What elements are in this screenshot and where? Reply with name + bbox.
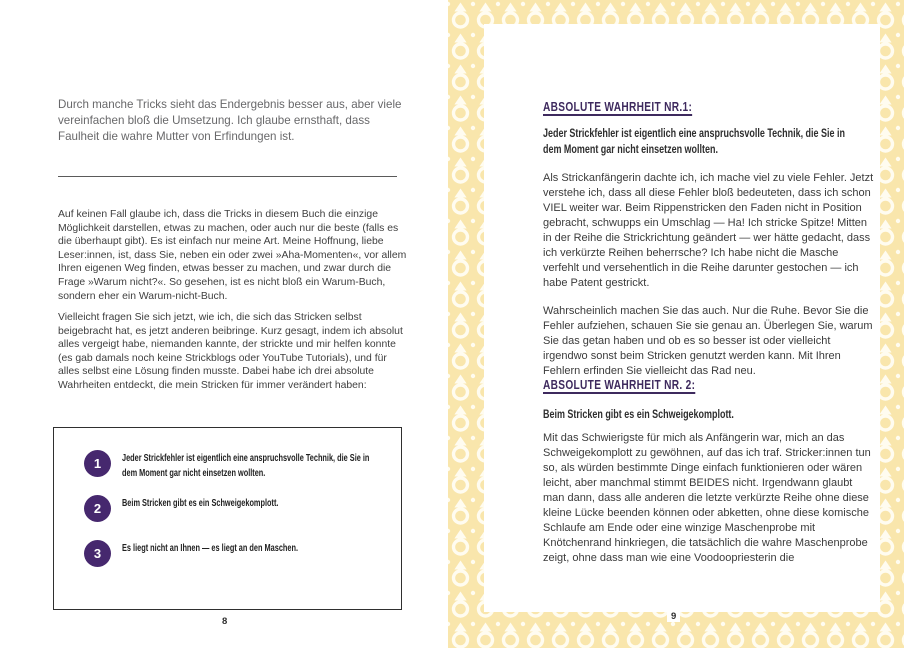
section-subtitle-1: Jeder Strickfehler ist eigentlich eine anspruchsvolle Technik, die Sie in dem Moment gar nicht einsetzen wollten. (543, 128, 845, 156)
intro-quote: Durch manche Tricks sieht das Endergebnis besser aus, aber viele vereinfachen bloß die Umsetzung. Ich glaube ernsthaft, dass Faulheit die wahre Mutter von Erfindungen ist. (58, 98, 402, 143)
body-paragraph-2: Vielleicht fragen Sie sich jetzt, wie ich, die sich das Stricken selbst beigebracht hat, es jetzt anderen beibringe. Kurz gesagt, indem ich absolut alles vergeigt habe, niemanden kannte, der strickte und mir helfen konnte (es gab damals noch keine Strickblogs oder YouTube Tutorials), und für alles selbst eine Lösung finden musste. Dabei habe ich drei absolute Wahrheiten entdeckt, die mein Stricken für immer verändert haben: (58, 312, 403, 391)
truth-item-label: Jeder Strickfehler ist eigentlich eine anspruchsvolle Technik, die Sie in dem Moment gar nicht einsetzen wollten. (122, 452, 370, 479)
page-number-right: 9 (667, 611, 680, 622)
right-page (448, 0, 904, 648)
section1-paragraph-1: Als Strickanfängerin dachte ich, ich mache viel zu viele Fehler. Jetzt verstehe ich, dass all diese Fehler bloß bedeuteten, dass ich schon VIEL weiter war. Beim Rippenstricken den Faden nicht in Position gebracht, schwupps ein Umschlag — Ha! Ich stricke Spitze! Mitten in der Reihe die Strickrichtung geändert — wer hätte gedacht, dass ich verkürzte Reihen beherrsche? Ich habe nicht die Masche verfehlt und versehentlich in die Reihe darunter gestochen — ich habe Patent gestrickt. (543, 172, 874, 289)
body-paragraph-1: Auf keinen Fall glaube ich, dass die Tricks in diesem Buch die einzige Möglichkeit darstellen, etwas zu machen, oder auch nur die beste (falls es die überhaupt gibt). Es ist einfach nur meine Art. Meine Hoffnung, liebe Leser:innen, ist, dass Sie, neben ein oder zwei »Aha-Momenten«, vor allem Ihren eigenen Weg finden, etwas besser zu machen, und zwar durch die Frage »Warum nicht?«. So gesehen, ist es nicht bloß ein Warum-Buch, sondern eher ein Warum-nicht-Buch. (58, 209, 407, 302)
divider-rule (58, 176, 397, 177)
section1-paragraph-2: Wahrscheinlich machen Sie das auch. Nur die Ruhe. Bevor Sie die Fehler aufziehen, schauen Sie sie genau an. Überlegen Sie, warum Sie das getan haben und ob es so besser ist oder vielleicht irgendwo sonst beim Stricken genutzt werden kann. Mit Ihren Fehlern erfinden Sie vielleicht das Rad neu. (543, 305, 873, 377)
section-heading-1: ABSOLUTE WAHRHEIT NR.1: (543, 99, 693, 114)
number-badge-1-icon: 1 (84, 450, 111, 477)
section-heading-2: ABSOLUTE WAHRHEIT NR. 2: (543, 377, 696, 392)
left-page (0, 0, 448, 648)
truths-box (53, 427, 402, 610)
number-badge-3-icon: 3 (84, 540, 111, 567)
truth-item-1 (84, 450, 482, 480)
section2-paragraph-1: Mit das Schwierigste für mich als Anfängerin war, mich an das Schweigekomplott zu gewöhnen, auf das ich traf. Stricker:innen tun so, als würden bestimmte Dinge einfach funktionieren oder wären leicht, aber manchmal stimmt BEIDES nicht. Irgendwann glaubt man dann, dass alle anderen die letzte verkürzte Reihe ohne diese kleine Lücke beenden können oder abketten, ohne diese komische Schlaufe am Ende oder eine winzige Maschenprobe mit Knötchenrand hinkriegen, die tatsächlich die wahre Maschenprobe zeigt, ohne dass man wie eine Voodoopriesterin die (543, 432, 871, 564)
section-subtitle-2: Beim Stricken gibt es ein Schweigekomplott. (543, 409, 734, 421)
number-badge-2-icon: 2 (84, 495, 111, 522)
truth-item-label: Beim Stricken gibt es ein Schweigekomplott. (122, 497, 279, 509)
truth-item-2 (84, 495, 482, 522)
truth-item-3 (84, 540, 482, 567)
page-number-left: 8 (222, 616, 228, 627)
truth-item-label: Es liegt nicht an Ihnen — es liegt an den Maschen. (122, 542, 299, 554)
